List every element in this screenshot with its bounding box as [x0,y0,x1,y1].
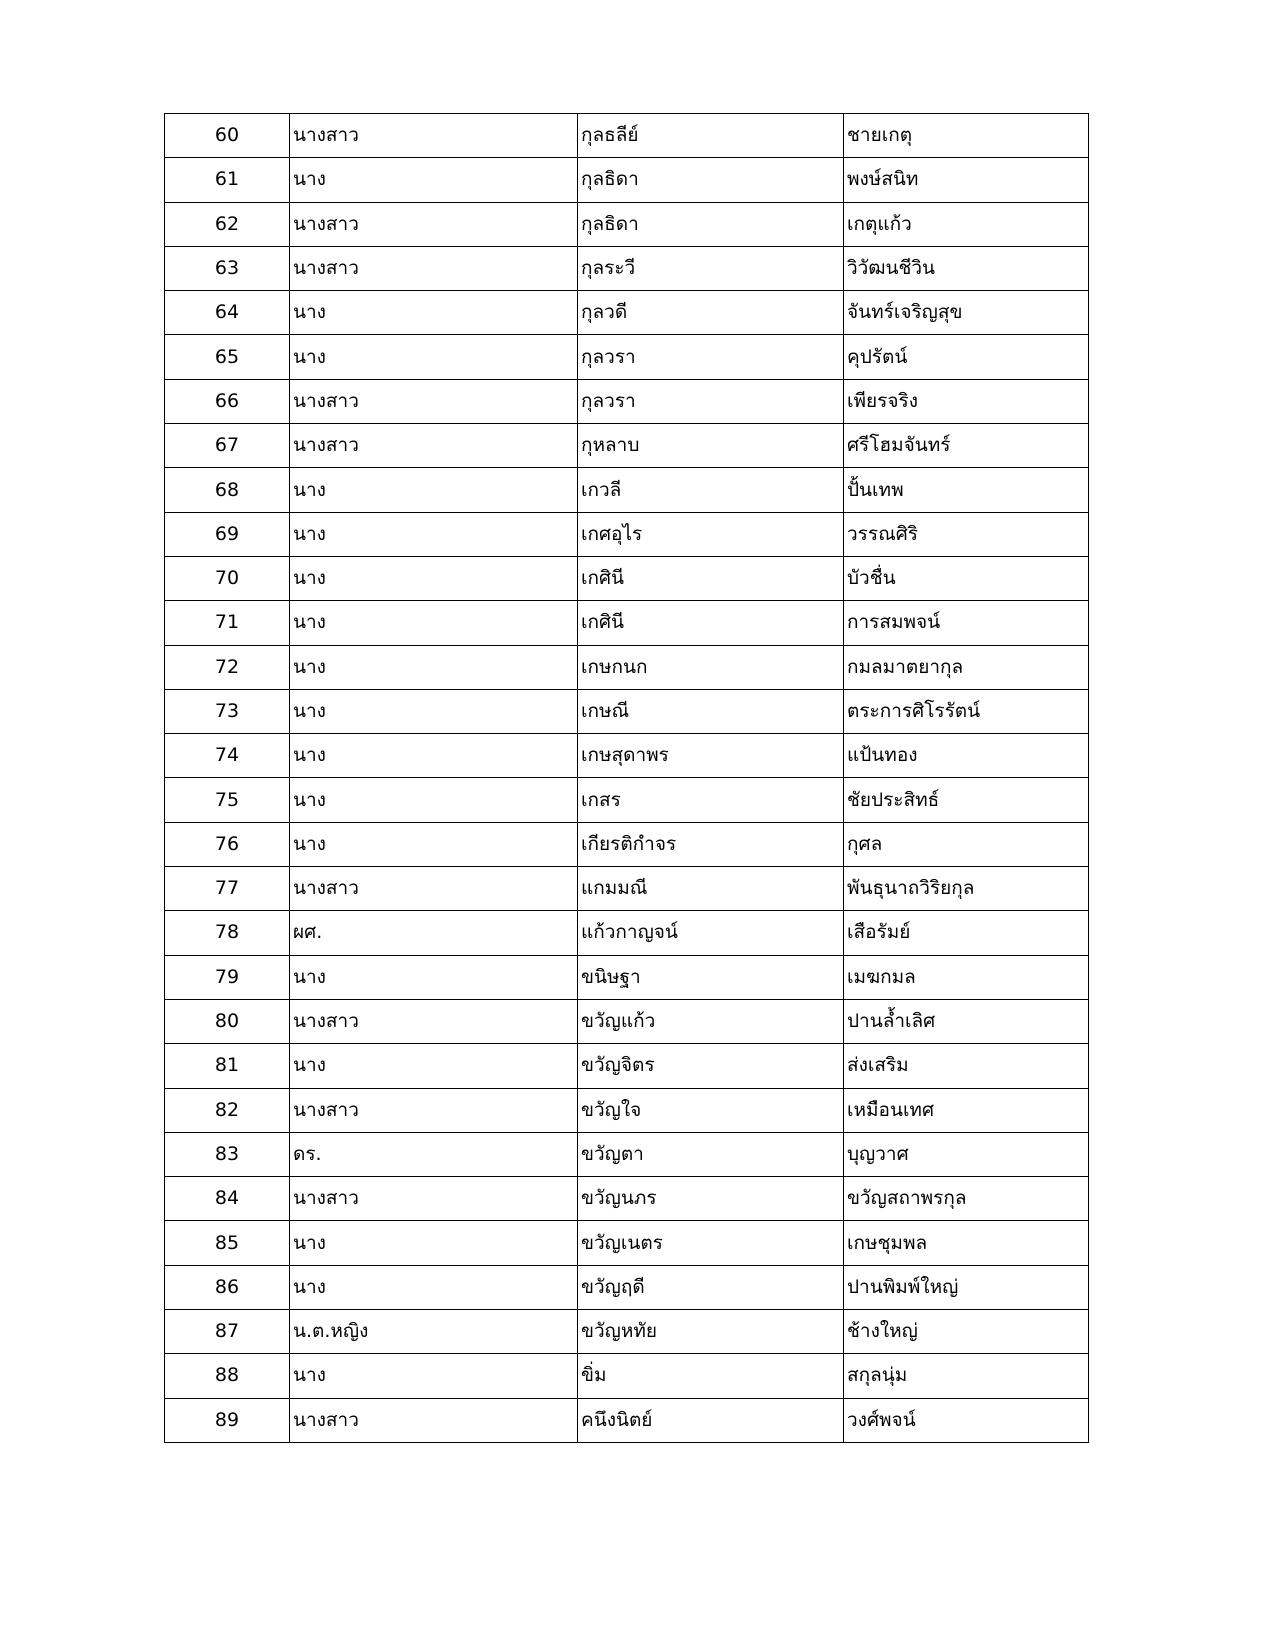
row-number-cell: 79 [165,955,290,999]
first-name-cell: แกมมณี [578,867,844,911]
first-name-cell: เกษสุดาพร [578,734,844,778]
last-name-cell: กุศล [844,822,1089,866]
first-name-cell: กุลธลีย์ [578,114,844,158]
last-name-cell: วรรณศิริ [844,512,1089,556]
row-number-cell: 84 [165,1177,290,1221]
name-title-cell: นาง [290,291,578,335]
first-name-cell: ขวัญตา [578,1132,844,1176]
row-number-cell: 89 [165,1398,290,1442]
name-title-cell: นาง [290,955,578,999]
first-name-cell: คนึงนิตย์ [578,1398,844,1442]
last-name-cell: เสือรัมย์ [844,911,1089,955]
first-name-cell: กุลวรา [578,335,844,379]
row-number-cell: 75 [165,778,290,822]
table-row [165,1265,1089,1309]
last-name-cell: เมฆกมล [844,955,1089,999]
row-number-cell: 73 [165,689,290,733]
table-row [165,911,1089,955]
row-number-cell: 71 [165,601,290,645]
table-row [165,999,1089,1043]
first-name-cell: กุลวรา [578,379,844,423]
first-name-cell: กุลวดี [578,291,844,335]
first-name-cell: เกียรติกำจร [578,822,844,866]
name-title-cell: นาง [290,335,578,379]
table-row [165,335,1089,379]
first-name-cell: ขิ่ม [578,1354,844,1398]
last-name-cell: ชัยประสิทธ์ [844,778,1089,822]
last-name-cell: ชายเกตุ [844,114,1089,158]
row-number-cell: 69 [165,512,290,556]
row-number-cell: 78 [165,911,290,955]
first-name-cell: ขวัญหทัย [578,1310,844,1354]
name-title-cell: นางสาว [290,1088,578,1132]
row-number-cell: 68 [165,468,290,512]
name-title-cell: นาง [290,1221,578,1265]
last-name-cell: เกตุแก้ว [844,202,1089,246]
last-name-cell: สกุลนุ่ม [844,1354,1089,1398]
row-number-cell: 82 [165,1088,290,1132]
first-name-cell: ขวัญนภร [578,1177,844,1221]
first-name-cell: เกษกนก [578,645,844,689]
first-name-cell: ขนิษฐา [578,955,844,999]
name-title-cell: นาง [290,468,578,512]
table-row [165,379,1089,423]
row-number-cell: 76 [165,822,290,866]
row-number-cell: 80 [165,999,290,1043]
first-name-cell: ขวัญใจ [578,1088,844,1132]
name-title-cell: นางสาว [290,114,578,158]
table-row [165,1310,1089,1354]
name-title-cell: นางสาว [290,1177,578,1221]
first-name-cell: กุลธิดา [578,158,844,202]
table-row [165,556,1089,600]
last-name-cell: บุญวาศ [844,1132,1089,1176]
name-list-table [164,113,1089,1443]
name-title-cell: นาง [290,734,578,778]
name-title-cell: นาง [290,512,578,556]
name-title-cell: นาง [290,158,578,202]
name-title-cell: นาง [290,645,578,689]
last-name-cell: ตระการศิโรรัตน์ [844,689,1089,733]
name-title-cell: นางสาว [290,867,578,911]
table-row [165,955,1089,999]
table-row [165,1221,1089,1265]
table-row [165,114,1089,158]
name-title-cell: นางสาว [290,999,578,1043]
first-name-cell: แก้วกาญจน์ [578,911,844,955]
name-title-cell: นางสาว [290,424,578,468]
table-row [165,1354,1089,1398]
name-title-cell: นาง [290,822,578,866]
row-number-cell: 87 [165,1310,290,1354]
last-name-cell: คุปรัตน์ [844,335,1089,379]
row-number-cell: 86 [165,1265,290,1309]
table-row [165,689,1089,733]
table-row [165,1088,1089,1132]
name-title-cell: นางสาว [290,246,578,290]
name-title-cell: ดร. [290,1132,578,1176]
table-row [165,246,1089,290]
last-name-cell: วงศ์พจน์ [844,1398,1089,1442]
first-name-cell: กุลธิดา [578,202,844,246]
row-number-cell: 66 [165,379,290,423]
last-name-cell: เกษชุมพล [844,1221,1089,1265]
name-title-cell: น.ต.หญิง [290,1310,578,1354]
first-name-cell: กุลระวี [578,246,844,290]
table-row [165,158,1089,202]
name-title-cell: นาง [290,1265,578,1309]
last-name-cell: ปั้นเทพ [844,468,1089,512]
name-title-cell: นางสาว [290,202,578,246]
table-row [165,202,1089,246]
row-number-cell: 70 [165,556,290,600]
first-name-cell: เกษณี [578,689,844,733]
last-name-cell: พันธุนาถวิริยกุล [844,867,1089,911]
row-number-cell: 65 [165,335,290,379]
first-name-cell: ขวัญแก้ว [578,999,844,1043]
last-name-cell: เพียรจริง [844,379,1089,423]
last-name-cell: ปานพิมพ์ใหญ่ [844,1265,1089,1309]
row-number-cell: 60 [165,114,290,158]
first-name-cell: ขวัญจิตร [578,1044,844,1088]
name-title-cell: นาง [290,556,578,600]
name-title-cell: ผศ. [290,911,578,955]
table-row [165,468,1089,512]
row-number-cell: 61 [165,158,290,202]
table-row [165,867,1089,911]
row-number-cell: 83 [165,1132,290,1176]
table-row [165,645,1089,689]
last-name-cell: เหมือนเทศ [844,1088,1089,1132]
first-name-cell: เกวลี [578,468,844,512]
first-name-cell: เกสร [578,778,844,822]
table-row [165,512,1089,556]
name-title-cell: นางสาว [290,379,578,423]
last-name-cell: ศรีโฮมจันทร์ [844,424,1089,468]
last-name-cell: พงษ์สนิท [844,158,1089,202]
first-name-cell: ขวัญฤดี [578,1265,844,1309]
last-name-cell: แป้นทอง [844,734,1089,778]
last-name-cell: วิวัฒนชีวิน [844,246,1089,290]
name-title-cell: นาง [290,1354,578,1398]
row-number-cell: 85 [165,1221,290,1265]
table-row [165,822,1089,866]
table-row [165,734,1089,778]
table-row [165,601,1089,645]
first-name-cell: เกศินี [578,556,844,600]
first-name-cell: กุหลาบ [578,424,844,468]
table-row [165,291,1089,335]
table-row [165,1044,1089,1088]
last-name-cell: ส่งเสริม [844,1044,1089,1088]
table-row [165,1398,1089,1442]
table-row [165,778,1089,822]
name-title-cell: นาง [290,689,578,733]
first-name-cell: ขวัญเนตร [578,1221,844,1265]
last-name-cell: จันทร์เจริญสุข [844,291,1089,335]
table-row [165,1177,1089,1221]
name-title-cell: นาง [290,601,578,645]
name-title-cell: นาง [290,778,578,822]
row-number-cell: 81 [165,1044,290,1088]
last-name-cell: ขวัญสถาพรกุล [844,1177,1089,1221]
row-number-cell: 72 [165,645,290,689]
last-name-cell: กมลมาตยากุล [844,645,1089,689]
last-name-cell: การสมพจน์ [844,601,1089,645]
last-name-cell: ช้างใหญ่ [844,1310,1089,1354]
row-number-cell: 77 [165,867,290,911]
name-title-cell: นางสาว [290,1398,578,1442]
row-number-cell: 67 [165,424,290,468]
row-number-cell: 64 [165,291,290,335]
row-number-cell: 63 [165,246,290,290]
table-row [165,424,1089,468]
table-row [165,1132,1089,1176]
row-number-cell: 74 [165,734,290,778]
last-name-cell: บัวชื่น [844,556,1089,600]
name-title-cell: นาง [290,1044,578,1088]
first-name-cell: เกศินี [578,601,844,645]
first-name-cell: เกศอุไร [578,512,844,556]
last-name-cell: ปานล้ำเลิศ [844,999,1089,1043]
row-number-cell: 62 [165,202,290,246]
name-list-body [165,114,1089,1443]
row-number-cell: 88 [165,1354,290,1398]
